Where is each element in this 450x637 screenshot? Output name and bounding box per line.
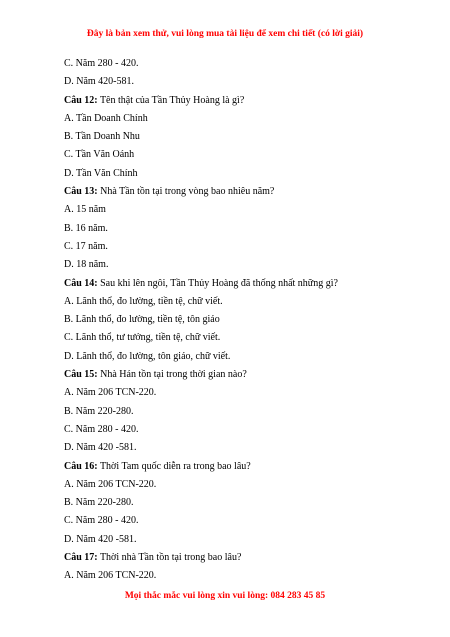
option-text: B. Tần Doanh Nhu <box>64 131 140 143</box>
option-text: A. Lãnh thổ, đo lường, tiền tệ, chữ viết. <box>64 295 223 307</box>
answer-option <box>64 494 404 512</box>
option-text: D. Năm 420 -581. <box>64 442 137 454</box>
answer-option <box>64 55 404 73</box>
question-text: Nhà Hán tồn tại trong thời gian nào? <box>97 369 247 381</box>
answer-option <box>64 73 404 91</box>
answer-option <box>64 512 404 530</box>
option-text: B. Năm 220-280. <box>64 405 134 417</box>
option-text: A. Năm 206 TCN-220. <box>64 387 157 399</box>
option-text: A. 15 năm <box>64 204 106 216</box>
answer-option <box>64 531 404 549</box>
question-number: Câu 15: <box>64 369 98 381</box>
answer-option <box>64 238 404 256</box>
answer-option <box>64 476 404 494</box>
option-text: B. 16 năm. <box>64 222 108 234</box>
answer-option <box>64 256 404 274</box>
option-text: D. Lãnh thổ, đo lường, tôn giáo, chữ viết. <box>64 350 231 362</box>
option-text: C. Năm 280 - 420. <box>64 58 139 69</box>
option-text: D. Năm 420-581. <box>64 76 134 88</box>
answer-option <box>64 201 404 219</box>
answer-option <box>64 110 404 128</box>
answer-option <box>64 311 404 329</box>
question-line <box>64 275 404 293</box>
answer-option <box>64 421 404 439</box>
question-number: Câu 12: <box>64 94 98 106</box>
option-text: C. Lãnh thổ, tư tưởng, tiền tệ, chữ viết. <box>64 332 221 344</box>
option-text: B. Lãnh thổ, đo lường, tiền tệ, tôn giáo <box>64 314 220 326</box>
option-text: D. Năm 420 -581. <box>64 533 137 545</box>
question-text: Sau khi lên ngôi, Tần Thủy Hoàng đã thống nhất những gì? <box>97 277 338 289</box>
question-text: Nhà Tần tồn tại trong vòng bao nhiêu năm? <box>97 186 275 198</box>
answer-option <box>64 165 404 183</box>
option-text: C. 17 năm. <box>64 240 108 252</box>
answer-option <box>64 567 404 585</box>
option-text: D. 18 năm. <box>64 259 109 271</box>
question-line <box>64 366 404 384</box>
answer-option <box>64 439 404 457</box>
question-number: Câu 16: <box>64 460 98 472</box>
question-line <box>64 458 404 476</box>
option-text: B. Năm 220-280. <box>64 497 134 509</box>
question-number: Câu 14: <box>64 277 98 289</box>
preview-notice-banner: Đây là bản xem thử, vui lòng mua tài liệu để xem chi tiết (có lời giải) <box>86 29 364 39</box>
question-list <box>64 55 404 586</box>
question-line <box>64 92 404 110</box>
question-text: Thời nhà Tần tồn tại trong bao lâu? <box>97 552 242 564</box>
answer-option <box>64 293 404 311</box>
option-text: C. Năm 280 - 420. <box>64 423 139 435</box>
question-line <box>64 549 404 567</box>
option-text: A. Năm 206 TCN-220. <box>64 478 157 490</box>
answer-option <box>64 146 404 164</box>
option-text: C. Năm 280 - 420. <box>64 515 139 527</box>
contact-notice-banner: Mọi thắc mắc vui lòng xin vui lòng: 084 283 45 85 <box>124 591 326 601</box>
answer-option <box>64 128 404 146</box>
question-text: Thời Tam quốc diễn ra trong bao lâu? <box>97 460 251 472</box>
option-text: A. Năm 206 TCN-220. <box>64 570 157 582</box>
question-number: Câu 13: <box>64 186 98 198</box>
answer-option <box>64 329 404 347</box>
answer-option <box>64 384 404 402</box>
answer-option <box>64 348 404 366</box>
option-text: C. Tần Văn Oánh <box>64 149 135 161</box>
answer-option <box>64 403 404 421</box>
option-text: D. Tần Văn Chính <box>64 167 138 179</box>
question-number: Câu 17: <box>64 552 98 564</box>
question-text: Tên thật của Tần Thủy Hoàng là gì? <box>97 94 245 106</box>
option-text: A. Tần Doanh Chính <box>64 112 148 124</box>
question-line <box>64 183 404 201</box>
answer-option <box>64 220 404 238</box>
